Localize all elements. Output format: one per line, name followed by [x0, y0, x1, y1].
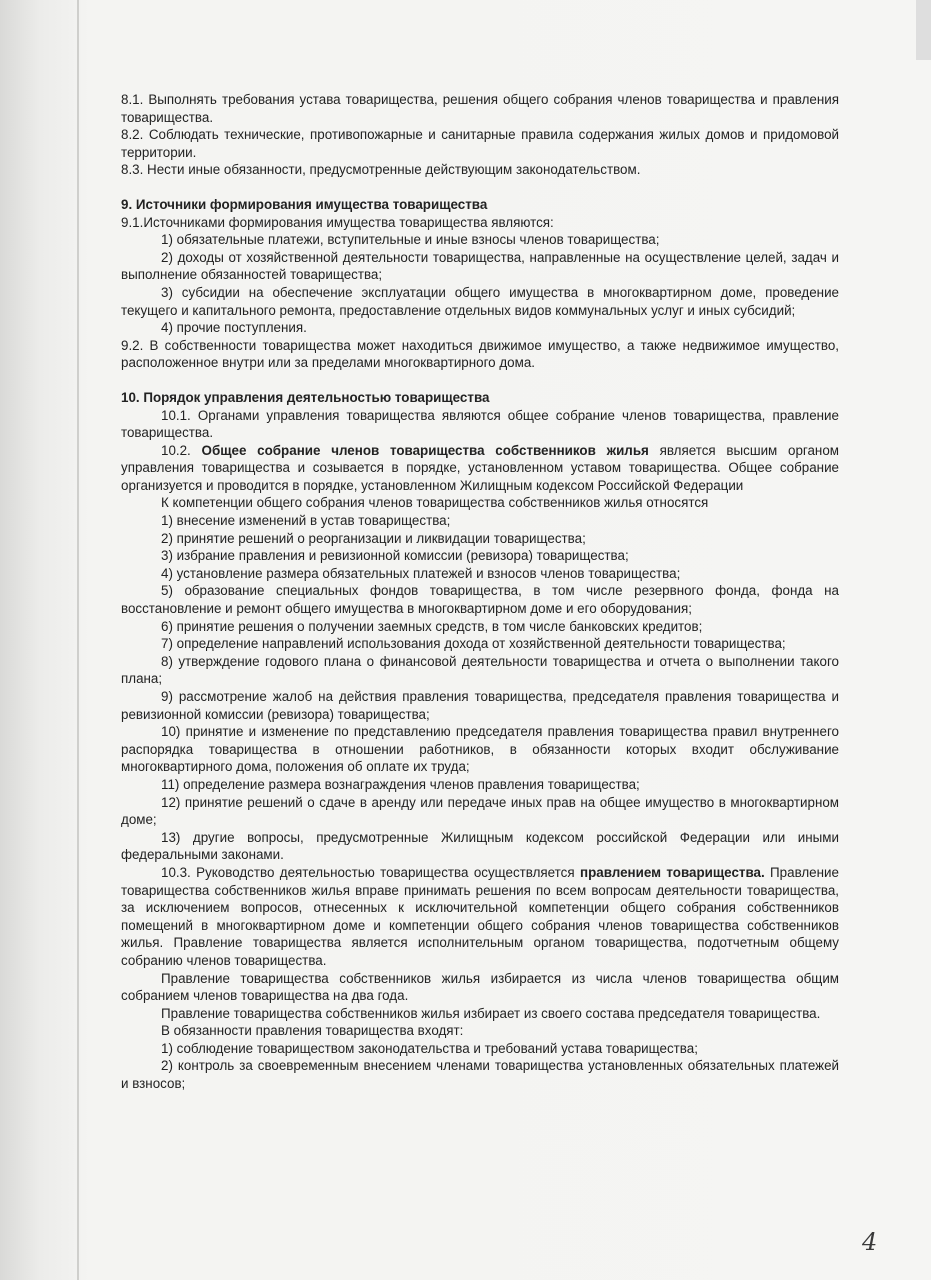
list-item: 9) рассмотрение жалоб на действия правления товарищества, председателя правления товарищества и ревизионной комиссии (ревизора) товарищества;	[121, 689, 839, 722]
paragraph: Правление товарищества собственников жилья избирается из числа членов товарищества общим собранием членов товарищества на два года.	[121, 970, 839, 1004]
list-item: 11) определение размера вознаграждения членов правления товарищества;	[161, 776, 640, 792]
paragraph-number: 10.2.	[161, 442, 191, 458]
paragraph-8-3: 8.3. Нести иные обязанности, предусмотренные действующим законодательством.	[121, 162, 641, 178]
paragraph-10-3	[121, 864, 839, 970]
list-item: 4) прочие поступления.	[161, 320, 307, 336]
list-item: 2) принятие решений о реорганизации и ликвидации товарищества;	[161, 530, 586, 546]
list-item: 1) соблюдение товариществом законодательства и требований устава товарищества;	[161, 1040, 698, 1056]
list-item: 2) доходы от хозяйственной деятельности товарищества, направленные на осуществление целей, задач и выполнение обязанностей товарищества;	[121, 249, 839, 283]
paragraph-9-1: 9.1.Источниками формирования имущества товарищества являются:	[121, 214, 554, 230]
section-10-heading: 10. Порядок управления деятельностью товарищества	[121, 389, 490, 405]
page-fold-line	[77, 0, 79, 1280]
list-item: 8) утверждение годового плана о финансовой деятельности товарищества и отчета о выполнении такого плана;	[121, 653, 839, 687]
paragraph: Правление товарищества собственников жилья избирает из своего состава председателя товарищества.	[161, 1005, 821, 1021]
paragraph-10-1: 10.1. Органами управления товарищества являются общее собрание членов товарищества, правление товарищества.	[121, 407, 839, 441]
bold-term: правлением товарищества.	[579, 864, 765, 880]
list-item: 1) внесение изменений в устав товарищества;	[161, 513, 451, 529]
document-body	[121, 91, 839, 1093]
bold-term: Общее собрание членов товарищества собственников жилья	[201, 442, 649, 458]
list-item: 2) контроль за своевременным внесением членами товарищества установленных обязательных платежей и взносов;	[121, 1058, 839, 1092]
paragraph: В обязанности правления товарищества входят:	[161, 1023, 464, 1039]
list-item: 4) установление размера обязательных платежей и взносов членов товарищества;	[161, 565, 681, 581]
paragraph-10-2	[121, 442, 839, 495]
page-number: 4	[862, 1228, 878, 1256]
page-edge-shadow	[916, 0, 931, 60]
list-item: 7) определение направлений использования дохода от хозяйственной деятельности товарищества;	[161, 636, 786, 652]
section-9-heading: 9. Источники формирования имущества товарищества	[121, 196, 488, 212]
paragraph-8-1: 8.1. Выполнять требования устава товарищества, решения общего собрания членов товарищества и правления товарищества.	[121, 92, 839, 125]
list-item: 10) принятие и изменение по представлению председателя правления товарищества правил внутреннего распорядка товарищества в отношении работников, в обязанности которых входит обслуживание многоквартирного дома, положения об оплате их труда;	[121, 724, 839, 775]
paragraph-text: Правление товарищества собственников жилья вправе принимать решения по всем вопросам деятельности товарищества, за исключением вопросов, отнесенных к исключительной компетенции общего собрания собственников помещений в многоквартирном доме и компетенции общего собрания членов товарищества собственников жилья. Правление товарищества является исполнительным органом товарищества, подотчетным общему собранию членов товарищества.	[121, 864, 839, 968]
competence-intro: К компетенции общего собрания членов товарищества собственников жилья относятся	[161, 495, 709, 511]
paragraph-text: 10.3. Руководство деятельностью товарищества осуществляется	[161, 864, 575, 880]
list-item: 12) принятие решений о сдаче в аренду или передаче иных прав на общее имущество в многоквартирном доме;	[121, 794, 839, 828]
paragraph-text: является высшим органом управления товарищества и созывается в порядке, установленном уставом товарищества. Общее собрание организуется и проводится в порядке, установленном Жилищным кодексом Российской Федерации	[121, 442, 839, 493]
paragraph-8-2: 8.2. Соблюдать технические, противопожарные и санитарные правила содержания жилых домов и придомовой территории.	[121, 127, 839, 160]
list-item: 13) другие вопросы, предусмотренные Жилищным кодексом российской Федерации или иными федеральными законами.	[121, 829, 839, 863]
list-item: 1) обязательные платежи, вступительные и иные взносы членов товарищества;	[161, 232, 660, 248]
list-item: 3) избрание правления и ревизионной комиссии (ревизора) товарищества;	[161, 548, 629, 564]
paragraph-9-2: 9.2. В собственности товарищества может находиться движимое имущество, а также недвижимое имущество, расположенное внутри или за пределами многоквартирного дома.	[121, 337, 839, 371]
list-item: 5) образование специальных фондов товарищества, в том числе резервного фонда, фонда на восстановление и ремонт общего имущества в многоквартирном доме и его оборудования;	[121, 583, 839, 617]
list-item: 6) принятие решения о получении заемных средств, в том числе банковских кредитов;	[161, 618, 703, 634]
list-item: 3) субсидии на обеспечение эксплуатации общего имущества в многоквартирном доме, проведение текущего и капитального ремонта, предоставление отдельных видов коммунальных услуг и иных субсидий;	[121, 284, 839, 318]
